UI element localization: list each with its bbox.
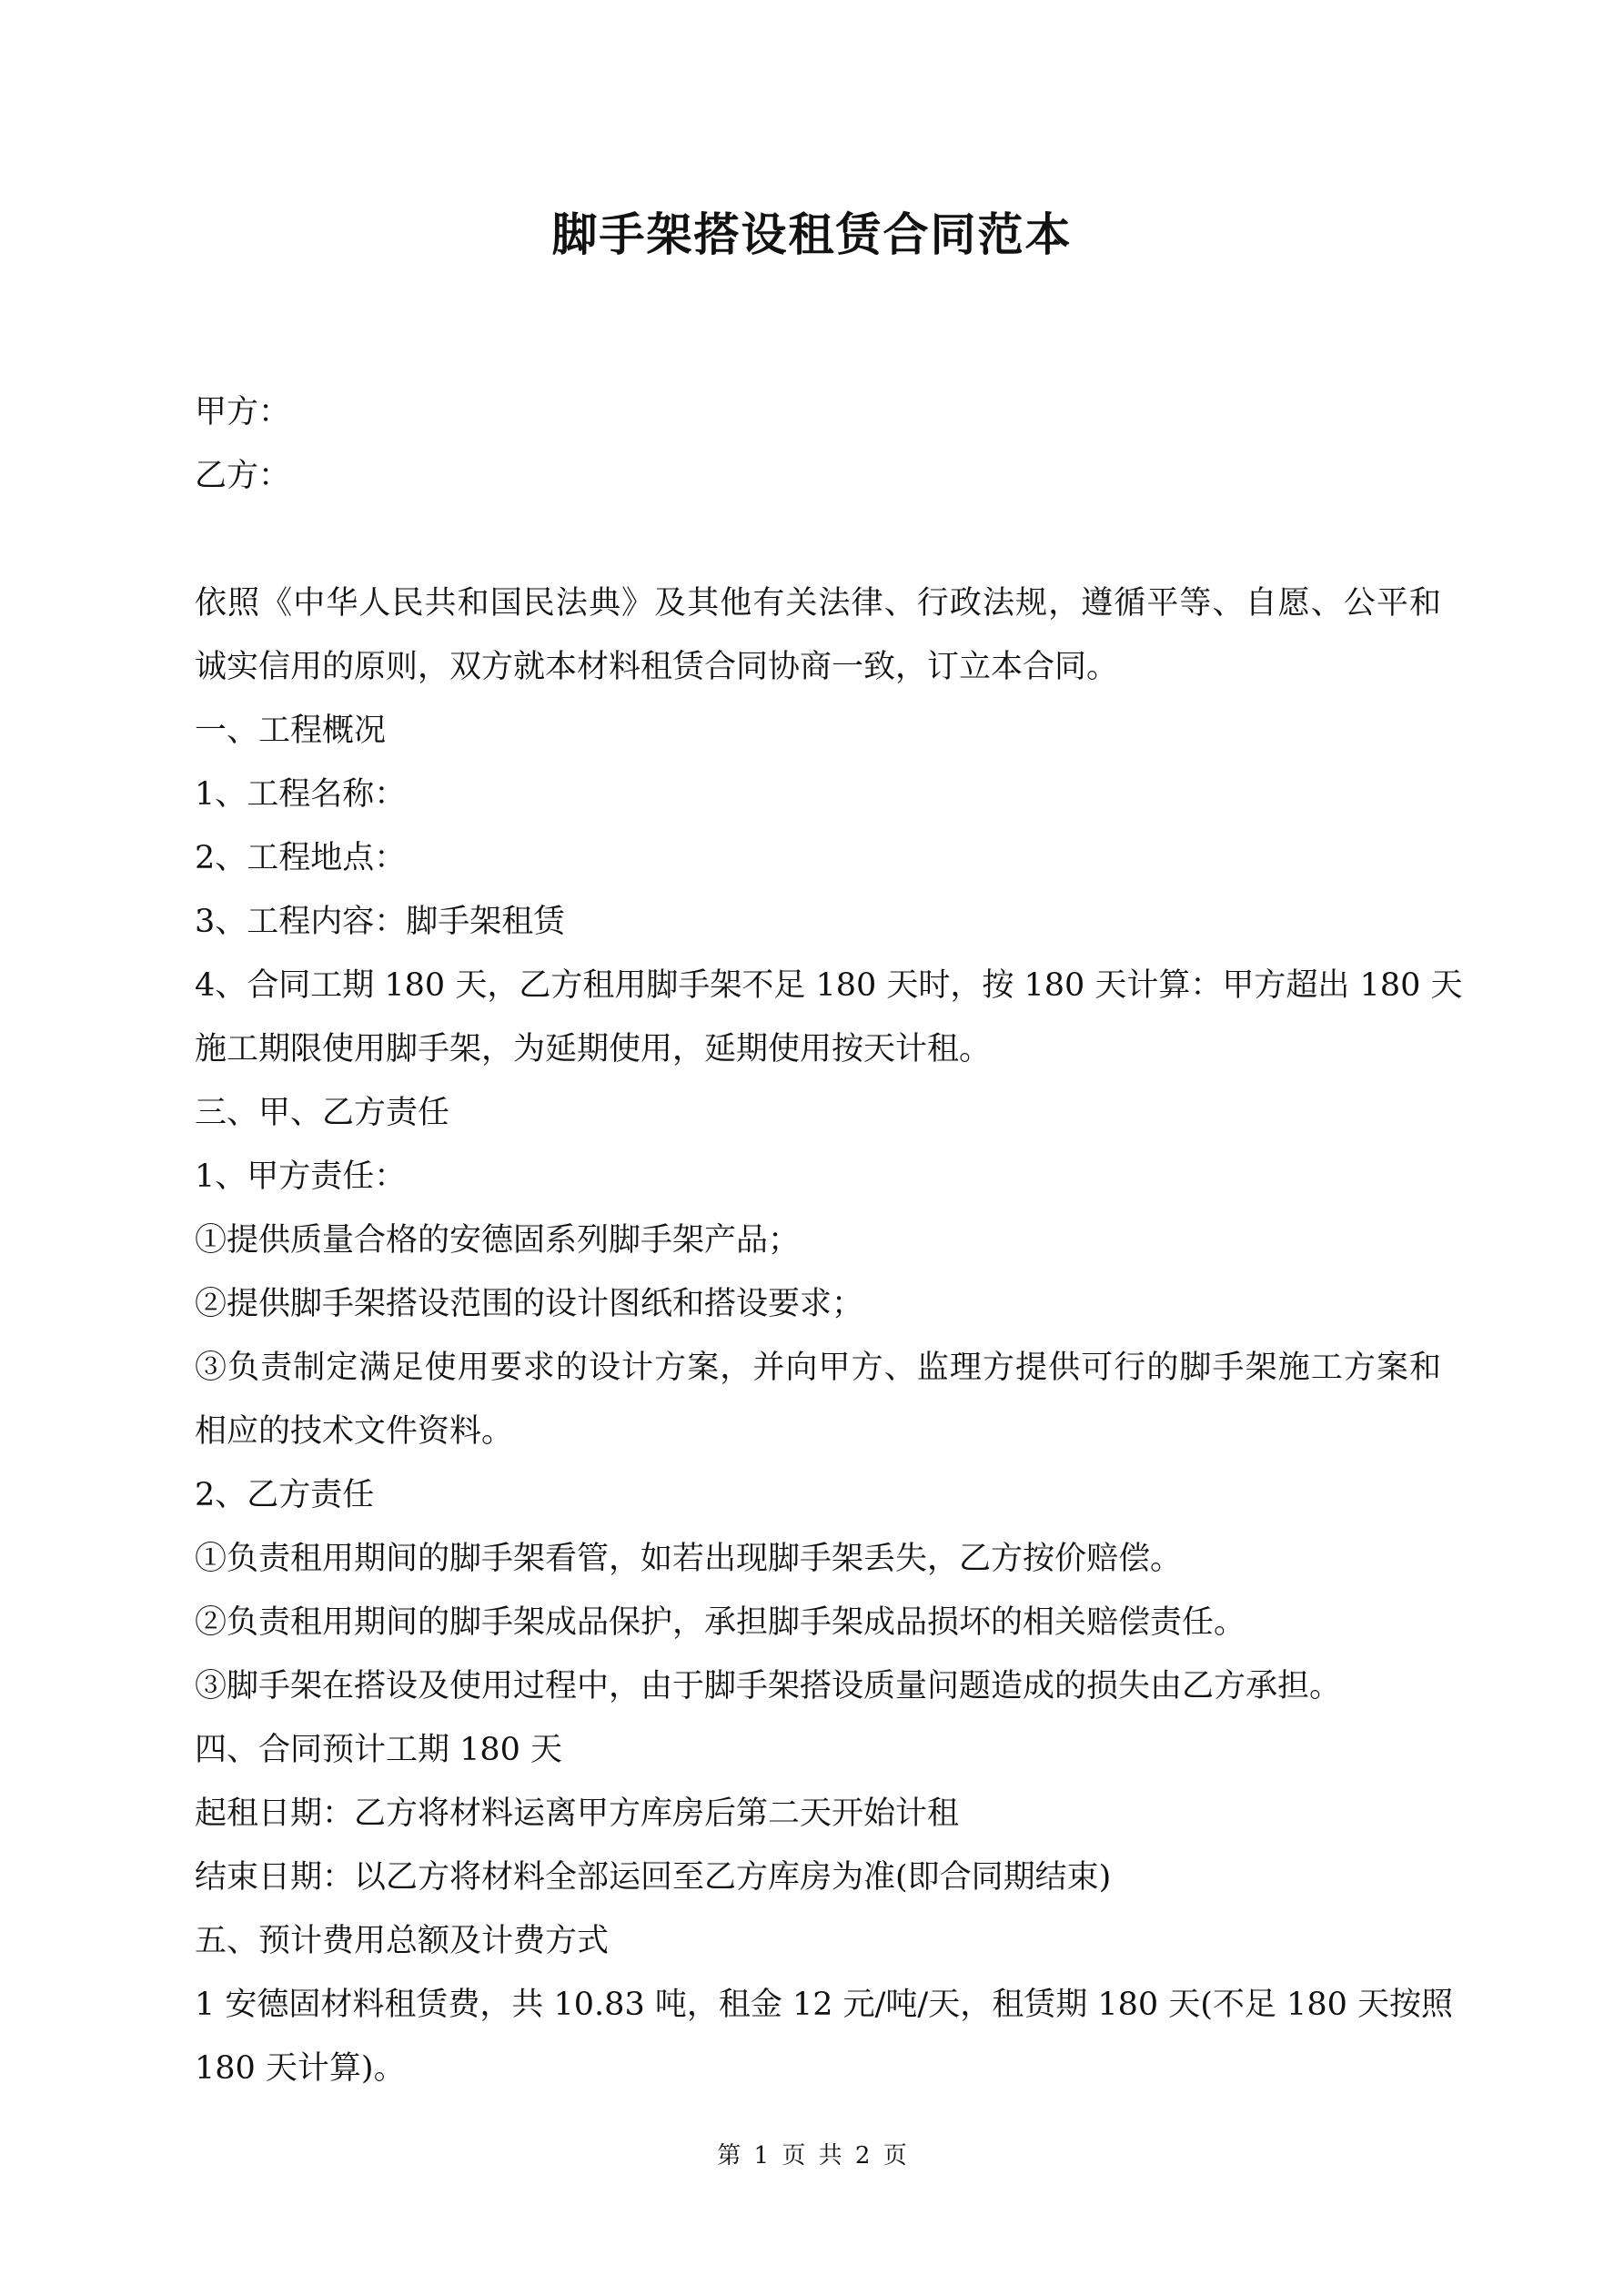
- blank-line: [195, 508, 1441, 571]
- section5-heading: 五、预计费用总额及计费方式: [195, 1923, 610, 1959]
- party-a-line: 甲方：: [195, 394, 291, 430]
- preamble-line-2: 诚实信用的原则，双方就本材料租赁合同协商一致，订立本合同。: [195, 649, 1119, 685]
- party-a-duty-item-3-line-2: 相应的技术文件资料。: [195, 1413, 514, 1450]
- party-a-duty-item: ①提供质量合格的安德固系列脚手架产品；: [195, 1222, 801, 1259]
- end-date-line: 结束日期：以乙方将材料全部运回至乙方库房为准(即合同期结束): [195, 1859, 1112, 1896]
- party-b-duty-heading: 2、乙方责任: [195, 1477, 375, 1513]
- party-b-line: 乙方：: [195, 458, 291, 494]
- rental-fee-line-1: 1 安德固材料租赁费，共 10.83 吨，租金 12 元/吨/天，租赁期 180 天(不足 180 天按照: [195, 1987, 1453, 2023]
- party-b-duty-item: ①负责租用期间的脚手架看管，如若出现脚手架丢失，乙方按价赔偿。: [195, 1541, 1183, 1577]
- contract-period-line-1: 4、合同工期 180 天，乙方租用脚手架不足 180 天时，按 180 天计算：甲方超出 180 天: [195, 967, 1463, 1004]
- rental-fee-line-2: 180 天计算)。: [195, 2050, 406, 2087]
- section3-heading: 三、甲、乙方责任: [195, 1095, 450, 1131]
- party-a-duty-heading: 1、甲方责任：: [195, 1158, 407, 1195]
- party-b-duty-item: ③脚手架在搭设及使用过程中，由于脚手架搭设质量问题造成的损失由乙方承担。: [195, 1668, 1342, 1704]
- document-title: 脚手架搭设租赁合同范本: [551, 207, 1073, 261]
- section4-heading: 四、合同预计工期 180 天: [195, 1732, 563, 1768]
- project-name-line: 1、工程名称：: [195, 776, 407, 813]
- party-a-duty-item-3-line-1: ③负责制定满足使用要求的设计方案，并向甲方、监理方提供可行的脚手架施工方案和: [195, 1350, 1441, 1386]
- section1-heading: 一、工程概况: [195, 713, 387, 749]
- document-body: [195, 380, 1463, 2100]
- project-content-line: 3、工程内容：脚手架租赁: [195, 904, 566, 940]
- page-number-footer: 第 1 页 共 2 页: [717, 2142, 907, 2170]
- start-date-line: 起租日期：乙方将材料运离甲方库房后第二天开始计租: [195, 1795, 960, 1832]
- contract-period-line-2: 施工期限使用脚手架，为延期使用，延期使用按天计租。: [195, 1031, 992, 1067]
- party-b-duty-item: ②负责租用期间的脚手架成品保护，承担脚手架成品损坏的相关赔偿责任。: [195, 1604, 1246, 1641]
- party-a-duty-item: ②提供脚手架搭设范围的设计图纸和搭设要求；: [195, 1286, 864, 1322]
- project-location-line: 2、工程地点：: [195, 840, 407, 876]
- preamble-line-1: 依照《中华人民共和国民法典》及其他有关法律、行政法规，遵循平等、自愿、公平和: [195, 585, 1441, 622]
